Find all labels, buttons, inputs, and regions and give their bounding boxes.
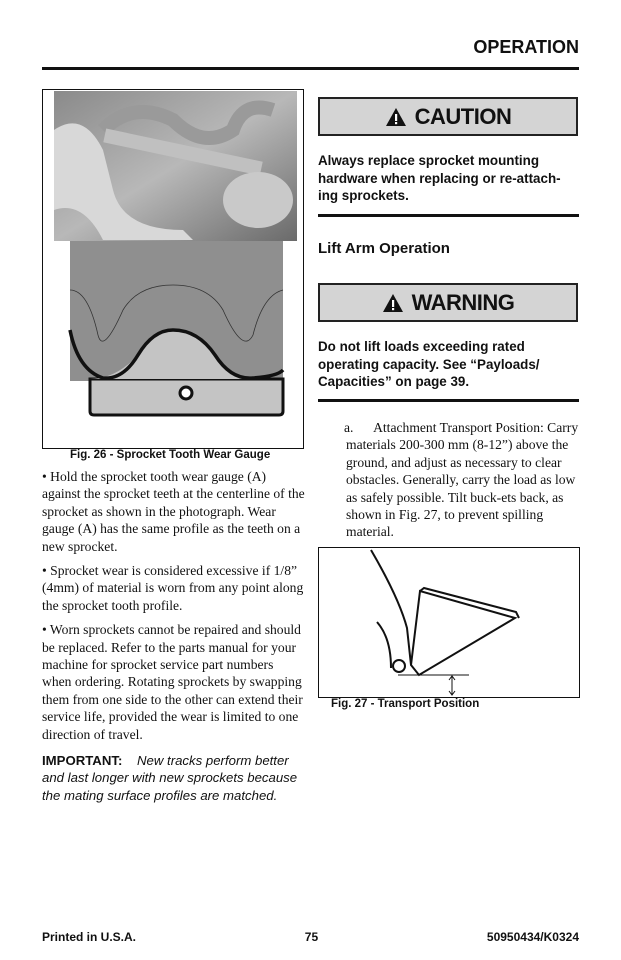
transport-position-illustration [319,548,578,696]
important-text: New tracks perform better and last longer with new sprockets because the mating surface profiles are matched. [42,753,298,803]
important-note [42,752,306,804]
warning-text: Do not lift loads exceeding rated operating capacity. See “Payloads/ Capacities” on page 39. [318,339,540,390]
figure-26 [42,89,304,449]
divider [318,214,579,217]
figure-27 [318,547,580,698]
figure-27-caption: Fig. 27 - Transport Position [331,698,480,710]
transport-paragraph [346,419,582,541]
section-title: OPERATION [473,37,579,57]
important-label: IMPORTANT: [42,753,123,768]
warning-triangle-icon [385,107,407,127]
section-heading: Lift Arm Operation [318,240,450,257]
divider [318,399,579,402]
caution-text: Always replace sprocket mounting hardware when replacing or re-attach-ing sprockets. [318,153,561,204]
bullet-paragraph: • Hold the sprocket tooth wear gauge (A) against the sprocket teeth at the centerline of the sprocket as shown in the photograph. Wear gauge (A) has the same profile as the teeth on a new sprocket. [42,469,305,554]
page-footer [42,930,579,944]
document-number: 50950434/K0324 [486,930,579,944]
bullet-paragraph: • Worn sprockets cannot be repaired and should be replaced. Refer to the parts manual for your machine for sprocket service part numbers when ordering. Rotating sprockets by swapping them from one side to the other can extend their service life, provided the wear is limited to one direction of travel. [42,622,303,742]
transport-text: Carry materials 200-300 mm (8-12”) above the ground, and adjust as necessary to clear obstacles. Generally, carry the load as low as safely possible. Tilt buck-ets back, as shown in Fig. 27, to prevent spilling material. [346,420,579,540]
transport-title: Attachment Transport Position: [373,420,544,435]
warning-label: WARNING [411,289,515,315]
print-location: Printed in U.S.A. [42,930,137,944]
caution-sign [318,97,578,136]
caution-label: CAUTION [414,103,512,129]
warning-triangle-icon [382,293,404,313]
figure-26-caption: Fig. 26 - Sprocket Tooth Wear Gauge [70,449,271,461]
left-body [42,468,306,750]
page-number: 75 [304,930,319,944]
bullet-paragraph: • Sprocket wear is considered excessive if 1/8” (4mm) of material is worn from any point along the sprocket tooth profile. [42,563,304,613]
header-rule [42,67,579,70]
sprocket-gauge-illustration [43,90,302,447]
warning-sign [318,283,578,322]
list-marker: a. [344,420,354,435]
